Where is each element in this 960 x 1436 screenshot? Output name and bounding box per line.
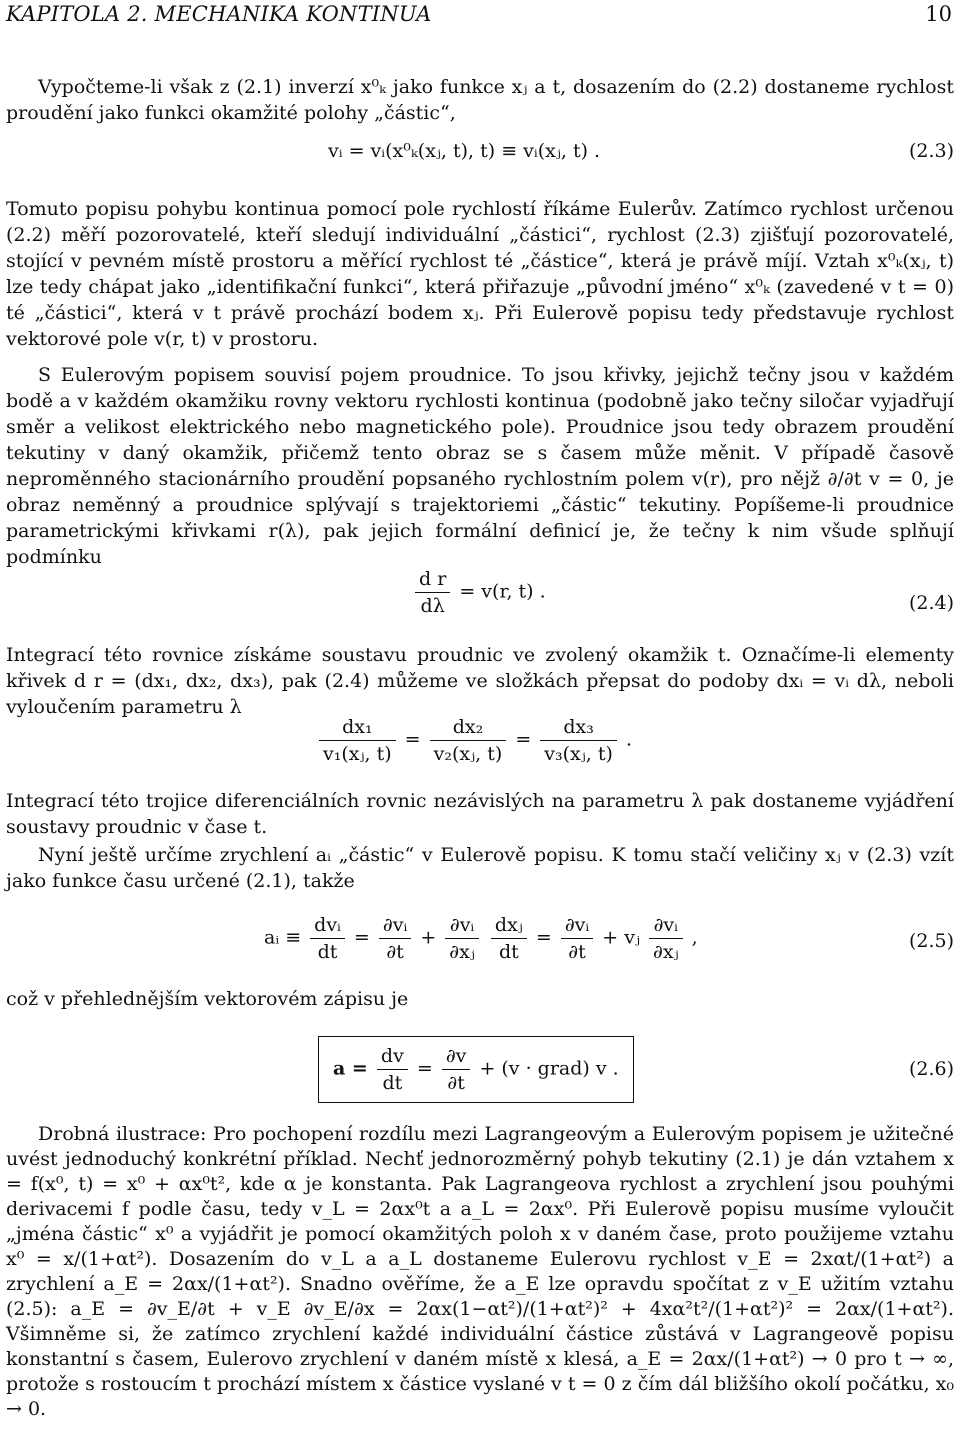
fraction bbox=[445, 914, 479, 963]
equation-lhs: a = bbox=[333, 1057, 368, 1080]
fraction-numerator: dvᵢ bbox=[310, 914, 345, 939]
fraction bbox=[379, 914, 411, 963]
fraction-denominator: dt bbox=[317, 941, 338, 963]
fraction-numerator: ∂vᵢ bbox=[445, 914, 479, 939]
fraction-denominator: dλ bbox=[420, 595, 445, 617]
fraction bbox=[491, 914, 527, 963]
fraction bbox=[442, 1045, 471, 1094]
fraction-dx2 bbox=[430, 716, 507, 765]
fraction-dx1 bbox=[319, 716, 396, 765]
fraction-numerator: d r bbox=[415, 568, 450, 593]
equation-number-2-4: (2.4) bbox=[908, 592, 954, 614]
fraction-dr-dlambda bbox=[415, 568, 450, 617]
equation-2-4 bbox=[412, 568, 546, 617]
page-number: 10 bbox=[925, 2, 952, 26]
fraction-numerator: ∂vᵢ bbox=[649, 914, 683, 939]
paragraph-euler-description: Tomuto popisu pohybu kontinua pomocí pole rychlostí říkáme Eulerův. Zatímco rychlost určenou (2.2) měří pozorovatelé, kteří sledují individuální „částici“, rychlost (2.3) zjišťují pozorovatelé, stojící v pevném místě prostoru a měřící rychlost té „částice“, která je právě míjí. Vztah x⁰ₖ(xⱼ, t) lze tedy chápat jako „identifikační funkci“, která přiřazuje „původní jméno“ x⁰ₖ (zavedené v t = 0) té „částici“, která v t právě prochází bodem xⱼ. Při Eulerově popisu tedy představuje rychlost vektorové pole v(r, t) v prostoru. bbox=[6, 198, 954, 350]
fraction-denominator: ∂t bbox=[447, 1072, 465, 1094]
equation-2-5: aᵢ ≡ $\frac{\text{dvᵢ}}{dt}$ = $\frac{\text{∂vᵢ}}{\partial t}$ + $\frac{\text{∂vᵢ}}{\text{∂xⱼ}}$ $\frac{\text{dxⱼ}}{dt}$ = $\frac{\text{∂vᵢ}}{\partial t}$ + vⱼ $\frac{\text{∂vᵢ}}{\text{∂xⱼ}}$ , bbox=[264, 914, 698, 963]
paragraph-acceleration: Nyní ještě určíme zrychlení aᵢ „částic“ v Eulerově popisu. K tomu stačí veličiny xⱼ v (2.3) vzít jako funkce času určené (2.1), takže bbox=[6, 844, 954, 892]
equation-number-2-3: (2.3) bbox=[908, 140, 954, 162]
fraction-numerator: ∂v bbox=[442, 1045, 471, 1070]
paragraph-streamlines: S Eulerovým popisem souvisí pojem proudnice. To jsou křivky, jejichž tečny jsou v každém bodě a v každém okamžiku rovny vektoru rychlosti kontinua (podobně jako tečny siločar vyjadřují směr a velikost elektrického nebo magnetického pole). Proudnice jsou tedy obrazem proudění tekutiny v daný okamžik, přičemž tento obraz se s časem může měnit. V případě časově neproměnného stacionárního proudění popsaného rychlostním polem v(r), pro nějž ∂/∂t v = 0, je obraz neměnný a proudnice splývají s trajektoriemi „částic“ tekutiny. Popíšeme-li proudnice parametrickými křivkami r(λ), pak jejich formální definicí je, že tečny k nim všude splňují podmínku bbox=[6, 364, 954, 568]
fraction-denominator: dt bbox=[498, 941, 519, 963]
equation-number-2-5: (2.5) bbox=[908, 930, 954, 952]
equation-tail: + (v · grad) v . bbox=[479, 1057, 619, 1080]
fraction-numerator: dx₃ bbox=[540, 716, 617, 741]
paragraph-inverse-velocity: Vypočteme-li však z (2.1) inverzí x⁰ₖ jako funkce xⱼ a t, dosazením do (2.2) dostaneme rychlost proudění jako funkci okamžité polohy „částic“, bbox=[6, 76, 954, 124]
fraction bbox=[649, 914, 683, 963]
paragraph-integration: Integrací této rovnice získáme soustavu proudnic ve zvolený okamžik t. Označíme-li elementy křivek d r = (dx₁, dx₂, dx₃), pak (2.4) můžeme ve složkách přepsat do podoby dxᵢ = vᵢ dλ, neboli vyloučením parametru λ bbox=[6, 644, 954, 718]
equation-number-2-6: (2.6) bbox=[908, 1058, 954, 1080]
fraction-denominator: v₃(xⱼ, t) bbox=[544, 743, 613, 765]
fraction-numerator: dx₁ bbox=[319, 716, 396, 741]
equation-term: + vⱼ bbox=[602, 926, 640, 949]
fraction-denominator: v₁(xⱼ, t) bbox=[323, 743, 392, 765]
fraction-dx3 bbox=[540, 716, 617, 765]
equation-streamline-system: $\frac{\text{dx₁}}{\text{v₁(xⱼ, t)}}$ = $\frac{\text{dx₂}}{\text{v₂(xⱼ, t)}}$ = $\frac{\text{dx₃}}{\text{v₃(xⱼ, t)}}$ . bbox=[316, 716, 632, 765]
equation-2-3: vᵢ = vᵢ(x⁰ₖ(xⱼ, t), t) ≡ vᵢ(xⱼ, t) . bbox=[328, 140, 601, 162]
fraction-denominator: dt bbox=[382, 1072, 403, 1094]
fraction-denominator: ∂xⱼ bbox=[653, 941, 679, 963]
page-header bbox=[6, 0, 954, 30]
paragraph-vector-form: což v přehlednějším vektorovém zápisu je bbox=[6, 988, 409, 1010]
fraction-numerator: dv bbox=[377, 1045, 408, 1070]
fraction-numerator: dxⱼ bbox=[491, 914, 527, 939]
paragraph-triplet: Integrací této trojice diferenciálních rovnic nezávislých na parametru λ pak dostaneme vyjádření soustavy proudnic v čase t. bbox=[6, 790, 954, 838]
fraction bbox=[377, 1045, 408, 1094]
equation-2-6-box: a = $\frac{dv}{dt}$ = $\frac{\partial v}{\partial t}$ + (v · grad) v . bbox=[318, 1036, 634, 1103]
fraction-denominator: v₂(xⱼ, t) bbox=[433, 743, 503, 765]
fraction-numerator: ∂vᵢ bbox=[561, 914, 593, 939]
paragraph-illustration: Drobná ilustrace: Pro pochopení rozdílu mezi Lagrangeovým a Eulerovým popisem je užitečné uvést jednoduchý konkrétní příklad. Nechť jednorozměrný pohyb tekutiny (2.1) je dán vztahem x = f(x⁰, t) = x⁰ + αx⁰t², kde α je konstanta. Pak Lagrangeova rychlost a zrychlení jsou pouhými derivacemi f podle času, tedy v_L = 2αx⁰t a a_L = 2αx⁰. Při Eulerově popisu musíme vyloučit „jména částic“ x⁰ a vyjádřit je pomocí okamžitých poloh x v daném čase, proto použijeme vztahu x⁰ = x/(1+αt²). Dosazením do v_L a a_L dostaneme Eulerovu rychlost v_E = 2xαt/(1+αt²) a zrychlení a_E = 2αx/(1+αt²). Snadno ověříme, že a_E lze opravdu spočítat z v_E užitím vztahu (2.5): a_E = ∂v_E/∂t + v_E ∂v_E/∂x = 2αx(1−αt²)/(1+αt²)² + 4xα²t²/(1+αt²)² = 2αx/(1+αt²). Všimněme si, že zatímco zrychlení každé individuální částice zůstává v Lagrangeově popisu konstantní s časem, Eulerovo zrychlení v daném místě x klesá, a_E = 2αx/(1+αt²) → 0 pro t → ∞, protože s rostoucím t prochází místem x částice vyslané v t = 0 z čím dál bližšího okolí počátku, x₀ → 0. bbox=[6, 1123, 954, 1420]
fraction-denominator: ∂t bbox=[568, 941, 586, 963]
fraction-numerator: dx₂ bbox=[430, 716, 507, 741]
equation-rhs: = v(r, t) . bbox=[459, 580, 546, 603]
chapter-title: KAPITOLA 2. MECHANIKA KONTINUA bbox=[6, 2, 432, 26]
fraction bbox=[310, 914, 345, 963]
equation-lhs: aᵢ ≡ bbox=[264, 926, 302, 949]
fraction-numerator: ∂vᵢ bbox=[379, 914, 411, 939]
fraction bbox=[561, 914, 593, 963]
fraction-denominator: ∂t bbox=[386, 941, 404, 963]
fraction-denominator: ∂xⱼ bbox=[449, 941, 475, 963]
